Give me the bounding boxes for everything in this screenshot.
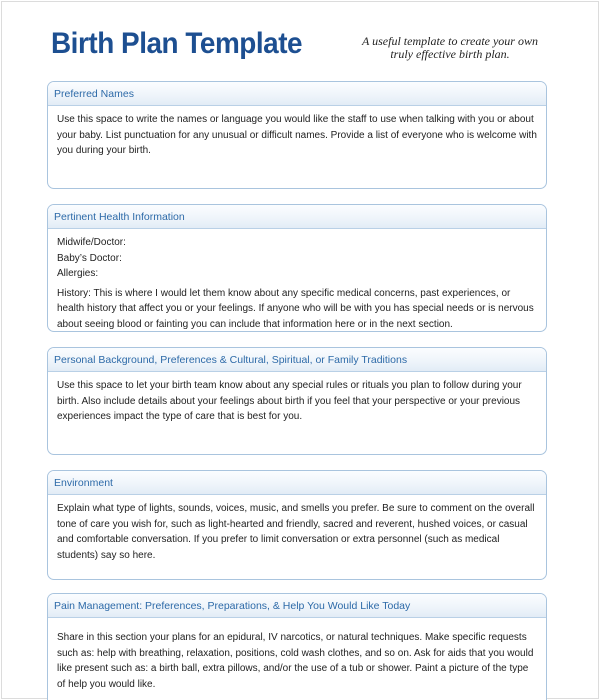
section-health-information bbox=[47, 204, 547, 332]
section-heading: Environment bbox=[48, 471, 546, 495]
section-heading: Preferred Names bbox=[48, 82, 546, 106]
field-midwife-doctor: Midwife/Doctor: bbox=[57, 237, 126, 248]
section-heading: Pertinent Health Information bbox=[48, 205, 546, 229]
section-body bbox=[48, 372, 546, 431]
page-title: Birth Plan Template bbox=[51, 27, 303, 60]
tagline-line-1: A useful template to create your own bbox=[362, 34, 538, 48]
section-body bbox=[48, 618, 546, 698]
field-babys-doctor: Baby’s Doctor: bbox=[57, 252, 122, 264]
tagline-line-2: truly effective birth plan. bbox=[390, 47, 510, 61]
section-pain-management bbox=[47, 593, 547, 700]
field-allergies: Allergies: bbox=[57, 268, 99, 279]
section-text: History: This is where I would let them know about any specific medical concerns, past experiences, or health history that affect you or your feelings. If anyone who will be with you has special needs or is nervous about seeing blood or fainting you can include that information here or in the next section. bbox=[57, 287, 534, 330]
section-text: Use this space to write the names or language you would like the staff to use when talking with you or about your baby. List punctuation for any unusual or difficult names. Provide a list of everyone who is welcome with you during your birth. bbox=[57, 114, 537, 156]
section-body bbox=[48, 229, 546, 332]
section-text: Share in this section your plans for an epidural, IV narcotics, or natural techniques. Make specific requests such as: help with breathing, relaxation, positions, cold wash clothes, and so on. Ask for aids that you would like present such as: a birth ball, extra pillows, and/or the use of a tub or shower. Paint a picture of the type of help you would like. bbox=[57, 632, 534, 690]
section-heading: Personal Background, Preferences & Cultural, Spiritual, or Family Traditions bbox=[48, 348, 546, 372]
section-body bbox=[48, 495, 546, 569]
tagline bbox=[330, 35, 570, 61]
section-heading: Pain Management: Preferences, Preparations, & Help You Would Like Today bbox=[48, 594, 546, 618]
section-personal-background bbox=[47, 347, 547, 455]
section-preferred-names bbox=[47, 81, 547, 189]
section-text: Use this space to let your birth team know about any special rules or rituals you plan to follow during your birth. Also include details about your feelings about birth if you feel that your perspective or your previous experiences impact the type of care that is best for you. bbox=[57, 380, 522, 422]
section-environment bbox=[47, 470, 547, 580]
section-text: Explain what type of lights, sounds, voices, music, and smells you prefer. Be sure to comment on the overall tone of care you wish for, such as light-hearted and friendly, sacred and reverent, hushed voices, or casual and comfortable conversation. If you prefer to limit conversation or extra personnel (such as medical students) say so here. bbox=[57, 503, 535, 561]
section-body bbox=[48, 106, 546, 165]
